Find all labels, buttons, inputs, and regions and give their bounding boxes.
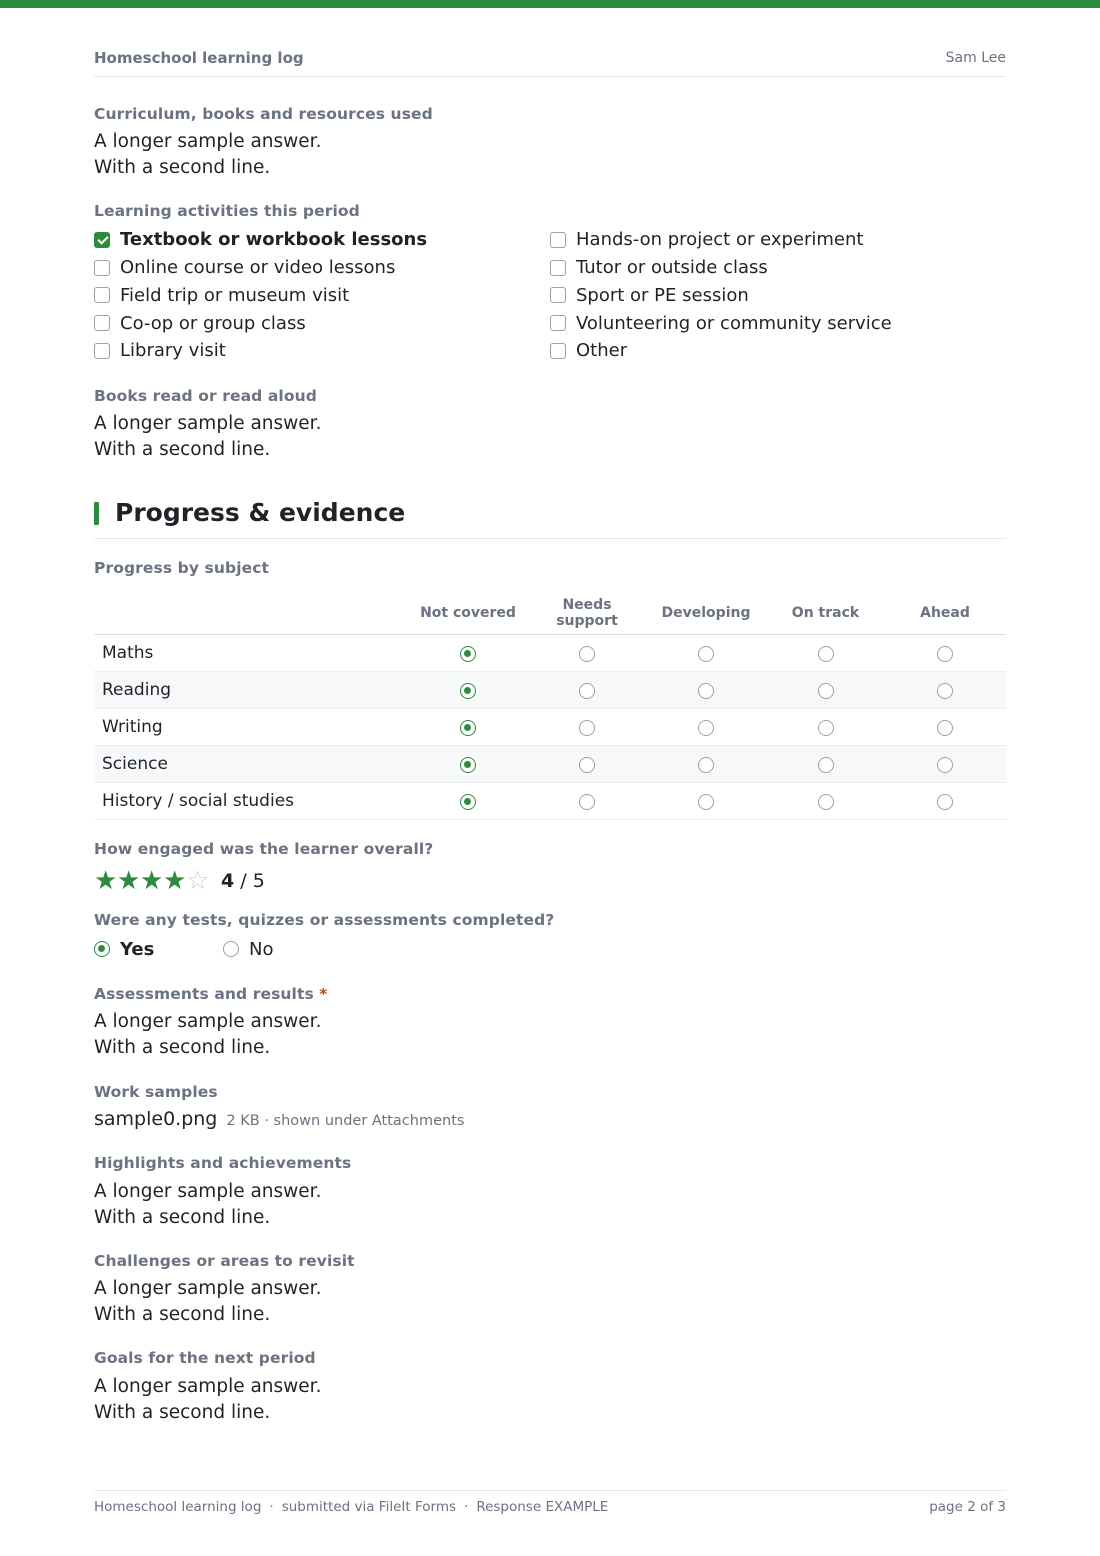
activity-option[interactable] — [94, 282, 427, 310]
section-title: Progress & evidence — [115, 498, 406, 527]
activity-option-label: Textbook or workbook lessons — [120, 229, 428, 251]
footer-info: Homeschool learning log · submitted via FileIt Forms · Response EXAMPLE — [94, 1499, 609, 1515]
answer-line: With a second line. — [94, 1207, 271, 1228]
star-empty-icon: ☆ — [186, 866, 210, 896]
matrix-row — [94, 746, 1006, 783]
radio-unselected[interactable] — [937, 794, 953, 810]
radio-unselected[interactable] — [818, 646, 834, 662]
radio-selected — [94, 941, 110, 957]
radio-unselected[interactable] — [579, 683, 595, 699]
assessments-results-label — [94, 985, 328, 1003]
radio-unselected[interactable] — [579, 720, 595, 736]
page-number: page 2 of 3 — [929, 1499, 1006, 1515]
checkbox-unchecked[interactable] — [94, 260, 110, 276]
engagement-rating — [94, 866, 265, 896]
assessments-answer — [94, 1009, 321, 1061]
matrix-column-header: Developing — [661, 604, 751, 621]
star-filled-icon: ★ — [94, 866, 118, 896]
checkbox-unchecked[interactable] — [550, 315, 566, 331]
matrix-row-label: Reading — [102, 680, 172, 700]
activity-option[interactable] — [550, 226, 892, 254]
radio-unselected[interactable] — [698, 683, 714, 699]
rating-max: / 5 — [240, 870, 265, 892]
radio-selected[interactable] — [460, 720, 476, 736]
matrix-column-header: On track — [791, 604, 860, 621]
top-accent-bar — [0, 0, 1100, 8]
rating-value: 4 — [221, 870, 235, 892]
radio-label-yes: Yes — [120, 938, 155, 960]
radio-unselected[interactable] — [579, 757, 595, 773]
matrix-row — [94, 783, 1006, 820]
answer-line: A longer sample answer. — [94, 1011, 322, 1032]
activity-option[interactable] — [94, 254, 427, 282]
radio-unselected[interactable] — [698, 794, 714, 810]
radio-selected[interactable] — [460, 757, 476, 773]
highlights-answer — [94, 1179, 321, 1231]
radio-option-yes[interactable] — [94, 936, 154, 962]
books-label: Books read or read aloud — [94, 387, 317, 405]
activity-option-label: Co-op or group class — [120, 312, 306, 334]
page-footer — [94, 1490, 1006, 1520]
checkbox-unchecked[interactable] — [550, 343, 566, 359]
required-marker: * — [319, 985, 328, 1003]
star-filled-icon: ★ — [163, 866, 187, 896]
activities-left-column — [94, 226, 427, 365]
goals-answer — [94, 1374, 321, 1426]
radio-label-no: No — [249, 938, 274, 960]
highlights-label: Highlights and achievements — [94, 1154, 352, 1172]
checkbox-unchecked[interactable] — [550, 232, 566, 248]
answer-line: A longer sample answer. — [94, 1181, 322, 1202]
radio-unselected[interactable] — [818, 720, 834, 736]
star-filled-icon: ★ — [140, 866, 164, 896]
rating-text — [221, 870, 265, 892]
radio-unselected[interactable] — [698, 720, 714, 736]
form-title: Homeschool learning log — [94, 49, 304, 67]
checkbox-unchecked[interactable] — [550, 287, 566, 303]
answer-line: A longer sample answer. — [94, 1376, 322, 1397]
progress-matrix — [94, 590, 1006, 820]
matrix-row — [94, 709, 1006, 746]
section-header — [94, 498, 1006, 539]
curriculum-answer — [94, 129, 321, 181]
radio-unselected[interactable] — [937, 720, 953, 736]
assessments-results-label-text: Assessments and results — [94, 985, 314, 1003]
matrix-column-header: Ahead — [920, 604, 970, 621]
activity-option[interactable] — [94, 226, 427, 254]
work-samples-label: Work samples — [94, 1083, 218, 1101]
progress-label: Progress by subject — [94, 559, 270, 577]
radio-selected[interactable] — [460, 794, 476, 810]
radio-unselected[interactable] — [579, 794, 595, 810]
radio-unselected[interactable] — [579, 646, 595, 662]
section-accent-bar — [94, 502, 99, 525]
work-sample-file[interactable] — [94, 1108, 464, 1130]
radio-unselected[interactable] — [698, 757, 714, 773]
curriculum-label: Curriculum, books and resources used — [94, 105, 433, 123]
page-header — [94, 47, 1006, 77]
engagement-label: How engaged was the learner overall? — [94, 840, 434, 858]
matrix-header — [94, 590, 1006, 635]
star-filled-icon: ★ — [117, 866, 141, 896]
activity-option-label: Volunteering or community service — [576, 312, 892, 334]
respondent-name: Sam Lee — [945, 50, 1006, 66]
challenges-answer — [94, 1276, 321, 1328]
answer-line: With a second line. — [94, 157, 271, 178]
radio-unselected[interactable] — [937, 757, 953, 773]
activity-option[interactable] — [550, 337, 892, 365]
radio-unselected[interactable] — [818, 757, 834, 773]
activity-option-label: Hands-on project or experiment — [576, 229, 864, 251]
activity-option[interactable] — [94, 309, 427, 337]
activity-option-label: Sport or PE session — [576, 284, 749, 306]
answer-line: With a second line. — [94, 1402, 271, 1423]
radio-selected[interactable] — [460, 646, 476, 662]
activity-option-label: Other — [576, 340, 628, 362]
file-meta: 2 KB · shown under Attachments — [226, 1113, 465, 1129]
radio-unselected[interactable] — [937, 646, 953, 662]
radio-unselected[interactable] — [937, 683, 953, 699]
matrix-row-label: Maths — [102, 643, 154, 663]
activity-option[interactable] — [94, 337, 427, 365]
checkbox-unchecked[interactable] — [94, 315, 110, 331]
radio-unselected — [223, 941, 239, 957]
activity-option-label: Tutor or outside class — [576, 257, 768, 279]
footer-response: Response EXAMPLE — [476, 1499, 609, 1515]
footer-form-name: Homeschool learning log — [94, 1499, 262, 1515]
answer-line: A longer sample answer. — [94, 413, 322, 434]
activity-option[interactable] — [550, 309, 892, 337]
radio-unselected[interactable] — [698, 646, 714, 662]
answer-line: With a second line. — [94, 439, 271, 460]
activities-label: Learning activities this period — [94, 202, 360, 220]
answer-line: A longer sample answer. — [94, 131, 322, 152]
star-rating — [94, 866, 209, 896]
checkbox-unchecked[interactable] — [94, 343, 110, 359]
goals-label: Goals for the next period — [94, 1349, 316, 1367]
footer-via: submitted via FileIt Forms — [281, 1499, 457, 1515]
checkbox-unchecked[interactable] — [550, 260, 566, 276]
activity-option-label: Library visit — [120, 340, 226, 362]
matrix-column-header: Not covered — [420, 604, 516, 621]
matrix-row-label: Writing — [102, 717, 163, 737]
activity-option-label: Online course or video lessons — [120, 257, 396, 279]
answer-line: A longer sample answer. — [94, 1278, 322, 1299]
matrix-row — [94, 635, 1006, 672]
challenges-label: Challenges or areas to revisit — [94, 1252, 355, 1270]
assessments-radio-group — [94, 936, 494, 962]
radio-option-no[interactable] — [223, 936, 273, 962]
answer-line: With a second line. — [94, 1304, 271, 1325]
radio-selected[interactable] — [460, 683, 476, 699]
file-name[interactable]: sample0.png — [94, 1108, 218, 1130]
matrix-row-label: Science — [102, 754, 168, 774]
books-answer — [94, 411, 321, 463]
activity-option[interactable] — [550, 282, 892, 310]
activities-right-column — [550, 226, 892, 365]
answer-line: With a second line. — [94, 1037, 271, 1058]
activity-option-label: Field trip or museum visit — [120, 284, 350, 306]
assessments-question-label: Were any tests, quizzes or assessments completed? — [94, 911, 555, 929]
checkbox-checked[interactable] — [94, 232, 110, 248]
radio-unselected[interactable] — [818, 683, 834, 699]
radio-unselected[interactable] — [818, 794, 834, 810]
activity-option[interactable] — [550, 254, 892, 282]
matrix-row — [94, 672, 1006, 709]
checkbox-unchecked[interactable] — [94, 287, 110, 303]
matrix-row-label: History / social studies — [102, 791, 295, 811]
matrix-column-header: Needs support — [556, 596, 618, 629]
